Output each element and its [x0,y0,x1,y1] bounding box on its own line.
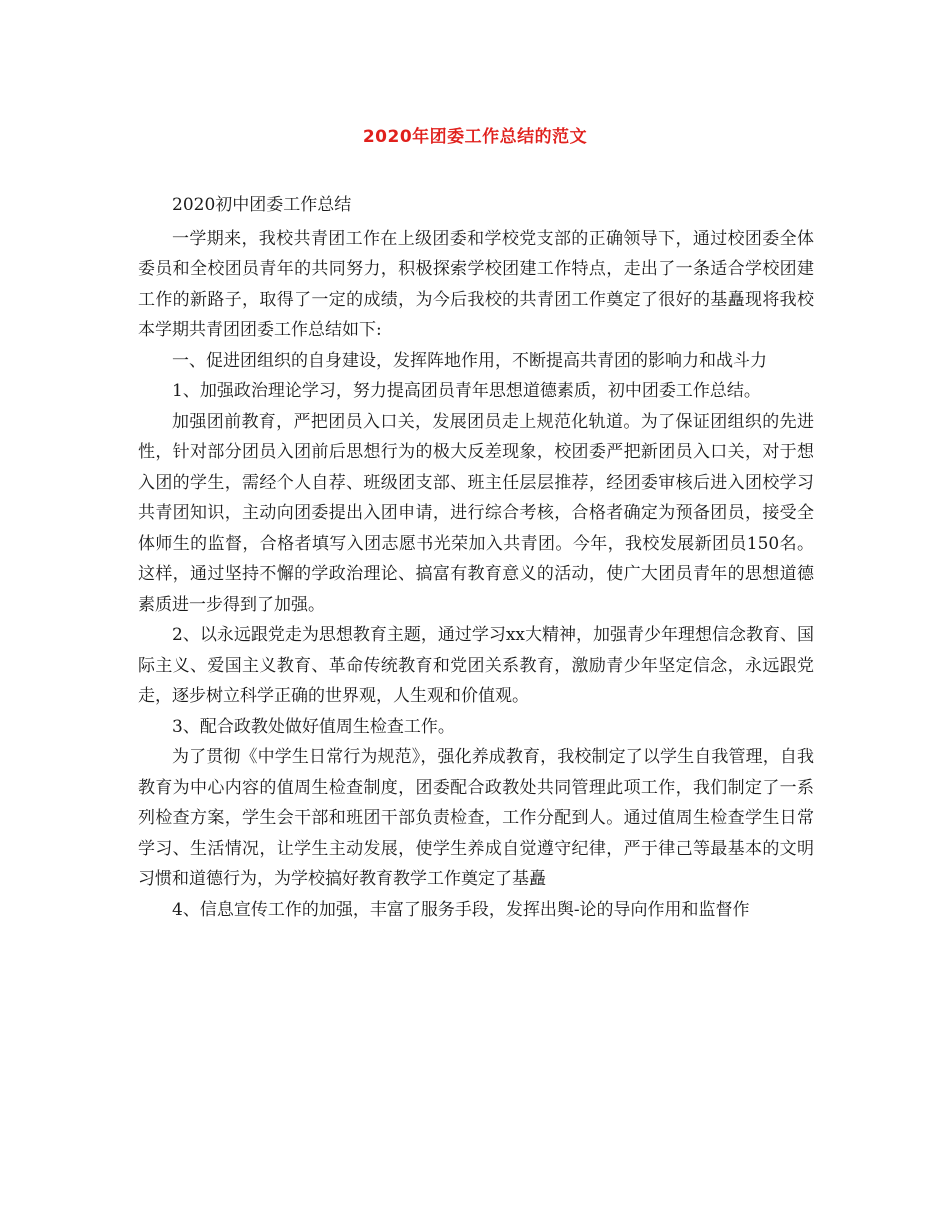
paragraph-membership: 加强团前教育，严把团员入口关，发展团员走上规范化轨道。为了保证团组织的先进性，针对部分团员入团前后思想行为的极大反差现象，校团委严把新团员入口关，对于想入团的学生，需经个人自荐、班级团支部、班主任层层推荐，经团委审核后进入团校学习共青团知识，主动向团委提出入团申请，进行综合考核，合格者确定为预备团员，接受全体师生的监督，合格者填写入团志愿书光荣加入共青团。今年，我校发展新团员150名。这样，通过坚持不懈的学政治理论、搞富有教育意义的活动，使广大团员青年的思想道德素质进一步得到了加强。 [138,411,814,615]
paragraph-intro: 一学期来，我校共青团工作在上级团委和学校党支部的正确领导下，通过校团委全体委员和全校团员青年的共同努力，积极探索学校团建工作特点，走出了一条适合学校团建工作的新路子，取得了一定的成绩，为今后我校的共青团工作奠定了很好的基矗现将我校本学期共青团团委工作总结如下: [138,228,814,340]
document-title: 2020年团委工作总结的范文 [362,127,588,147]
document-body [138,190,814,925]
item-heading-3: 3、配合政教处做好值周生检查工作。 [172,716,455,737]
item-heading-1: 1、加强政治理论学习，努力提高团员青年思想道德素质，初中团委工作总结。 [172,381,761,401]
item-heading-4: 4、信息宣传工作的加强，丰富了服务手段，发挥出舆-论的导向作用和监督作 [172,899,750,920]
section-heading-1: 一、促进团组织的自身建设，发挥阵地作用，不断提高共青团的影响力和战斗力 [172,350,767,371]
item-heading-2: 2、以永远跟党走为思想教育主题，通过学习xx大精神，加强青少年理想信念教育、国际主义、爱国主义教育、革命传统教育和党团关系教育，激励青少年坚定信念，永远跟党走，逐步树立科学正确的世界观，人生观和价值观。 [138,625,814,706]
section-subtitle: 2020初中团委工作总结 [172,195,352,215]
paragraph-duty-check: 为了贯彻《中学生日常行为规范》，强化养成教育，我校制定了以学生自我管理，自我教育为中心内容的值周生检查制度，团委配合政教处共同管理此项工作，我们制定了一系列检查方案，学生会干部和班团干部负责检查，工作分配到人。通过值周生检查学生日常学习、生活情况，让学生主动发展，使学生养成自觉遵守纪律，严于律己等最基本的文明习惯和道德行为，为学校搞好教育教学工作奠定了基矗 [138,747,814,889]
